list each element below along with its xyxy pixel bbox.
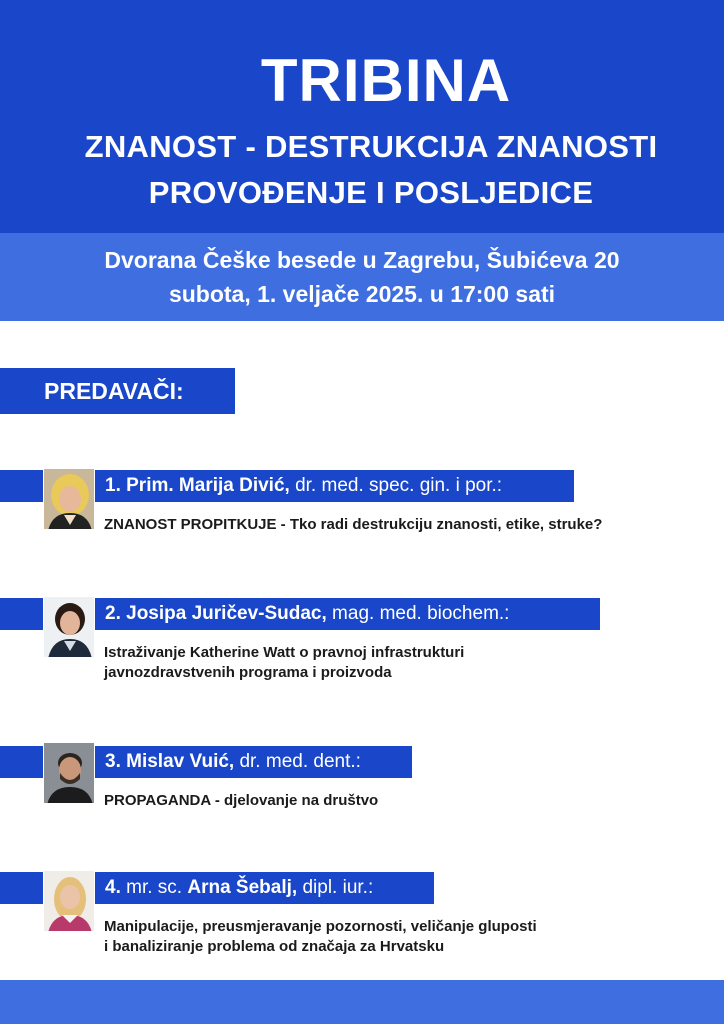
speaker-2-photo (43, 596, 95, 658)
speaker-3-credentials: dr. med. dent.: (234, 751, 361, 772)
speaker-3-topic: PROPAGANDA - djelovanje na društvo (104, 792, 379, 809)
venue-datetime: subota, 1. veljače 2025. u 17:00 sati (168, 281, 556, 307)
header-banner (0, 0, 724, 233)
event-title: TRIBINA (260, 47, 512, 114)
speaker-4-topic-line-2: i banaliziranje problema od značaja za Hrvatsku (104, 938, 445, 955)
venue-banner (0, 233, 724, 321)
event-subtitle (0, 124, 724, 216)
speaker-4-photo (43, 870, 95, 932)
speaker-2-credentials: mag. med. biochem.: (326, 603, 510, 624)
subtitle-line-1: ZNANOST - DESTRUKCIJA ZNANOSTI (84, 129, 658, 164)
speaker-1-topic: ZNANOST PROPITKUJE - Tko radi destrukciju znanosti, etike, struke? (104, 516, 603, 533)
speaker-3-photo (43, 742, 95, 804)
speaker-4-name: Arna Šebalj, (187, 877, 298, 898)
speaker-1-photo (43, 468, 95, 530)
speaker-1-name: 1. Prim. Marija Divić, (105, 475, 290, 496)
speaker-2-topic (104, 643, 464, 683)
speakers-heading: PREDAVAČI: (0, 368, 235, 414)
speaker-4-credentials: dipl. iur.: (297, 877, 374, 898)
speaker-2-name: 2. Josipa Juričev-Sudac, (105, 603, 327, 624)
speaker-3-name: 3. Mislav Vuić, (105, 751, 235, 772)
footer-band (0, 980, 724, 1024)
speaker-2-topic-line-1: Istraživanje Katherine Watt o pravnoj infrastrukturi (104, 644, 465, 661)
speaker-2-topic-line-2: javnozdravstvenih programa i proizvoda (104, 664, 392, 681)
subtitle-line-2: PROVOĐENJE I POSLJEDICE (148, 175, 594, 210)
speaker-4-topic (104, 917, 537, 957)
speaker-4-degree: mr. sc. (120, 877, 188, 898)
speaker-4-number: 4. (105, 877, 121, 898)
speaker-4-topic-line-1: Manipulacije, preusmjeravanje pozornosti, veličanje gluposti (104, 918, 537, 935)
venue-location: Dvorana Češke besede u Zagrebu, Šubićeva 20 (104, 247, 620, 273)
speaker-1-credentials: dr. med. spec. gin. i por.: (289, 475, 503, 496)
